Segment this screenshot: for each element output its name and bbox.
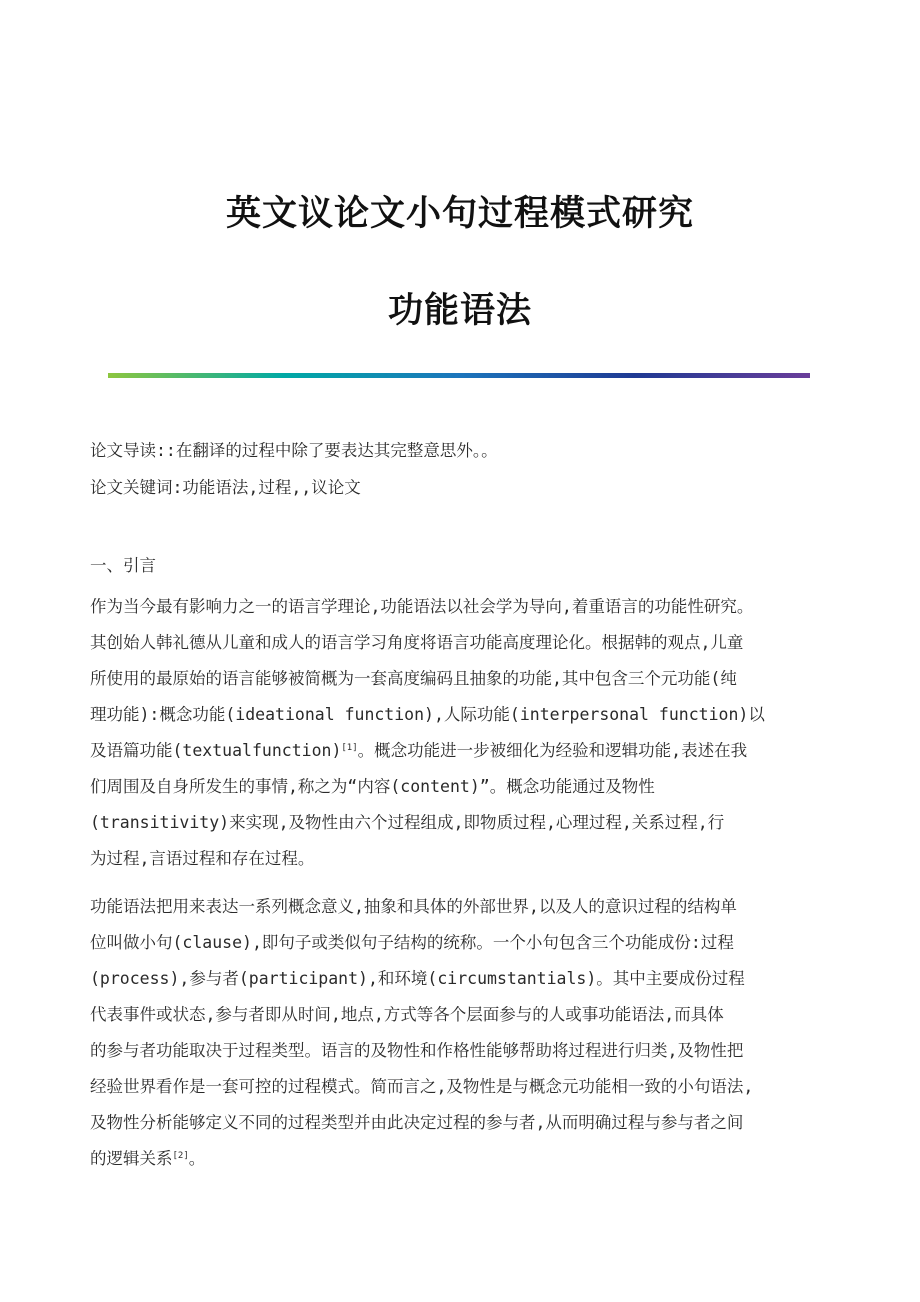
document-subtitle: 功能语法 [387, 291, 532, 331]
paragraph-text: 。 [188, 1149, 206, 1168]
paragraph-line: 理功能):概念功能(ideational function),人际功能(interpersonal function)以 [90, 705, 765, 724]
paragraph-line: 功能语法把用来表达一系列概念意义,抽象和具体的外部世界,以及人的意识过程的结构单 [90, 897, 737, 916]
paragraph-line: (transitivity)来实现,及物性由六个过程组成,即物质过程,心理过程,关系过程,行 [90, 813, 725, 832]
paragraph-line: 的参与者功能取决于过程类型。语言的及物性和作格性能够帮助将过程进行归类,及物性把 [90, 1041, 744, 1060]
paragraph-text: 及语篇功能(textualfunction) [90, 741, 342, 760]
citation-ref: [2] [172, 1151, 189, 1161]
guide-line: 论文导读::在翻译的过程中除了要表达其完整意思外。。 [90, 441, 498, 460]
paragraph-line [90, 1141, 832, 1177]
paragraph-line: 作为当今最有影响力之一的语言学理论,功能语法以社会学为导向,着重语言的功能性研究。 [90, 597, 754, 616]
paragraph-text: 。概念功能进一步被细化为经验和逻辑功能,表述在我 [357, 741, 748, 760]
paragraph-2 [90, 889, 832, 1177]
section-heading: 一、引言 [90, 556, 156, 575]
paragraph-line: 其创始人韩礼德从儿童和成人的语言学习角度将语言功能高度理论化。根据韩的观点,儿童 [90, 633, 744, 652]
meta-block [90, 432, 832, 506]
paragraph-line: 经验世界看作是一套可控的过程模式。简而言之,及物性是与概念元功能相一致的小句语法, [90, 1077, 754, 1096]
paragraph-line: 代表事件或状态,参与者即从时间,地点,方式等各个层面参与的人或事功能语法,而具体 [90, 1005, 724, 1024]
document-title: 英文议论文小句过程模式研究 [225, 194, 694, 234]
paragraph-1 [90, 589, 832, 877]
paragraph-line [90, 733, 832, 769]
section-heading-block [90, 548, 832, 584]
paragraph-line: 位叫做小句(clause),即句子或类似句子结构的统称。一个小句包含三个功能成份:过程 [90, 933, 734, 952]
paragraph-line: (process),参与者(participant),和环境(circumstantials)。其中主要成份过程 [90, 969, 745, 988]
citation-ref: [1] [341, 743, 358, 753]
paragraph-line: 们周围及自身所发生的事情,称之为“内容(content)”。概念功能通过及物性 [90, 777, 655, 796]
paragraph-line: 及物性分析能够定义不同的过程类型并由此决定过程的参与者,从而明确过程与参与者之间 [90, 1113, 744, 1132]
gradient-divider [108, 373, 810, 378]
paragraph-line: 所使用的最原始的语言能够被简概为一套高度编码且抽象的功能,其中包含三个元功能(纯 [90, 669, 737, 688]
paragraph-text: 的逻辑关系 [90, 1149, 173, 1168]
keywords-line: 论文关键词:功能语法,过程,,议论文 [90, 478, 361, 497]
paragraph-line: 为过程,言语过程和存在过程。 [90, 849, 315, 868]
